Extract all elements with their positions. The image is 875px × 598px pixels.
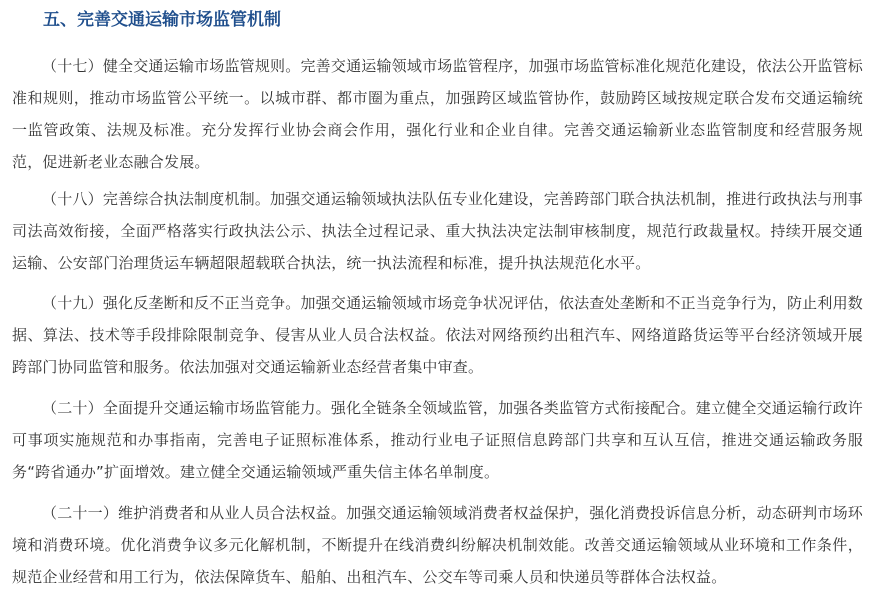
paragraph-17: （十七）健全交通运输市场监管规则。完善交通运输领域市场监管程序，加强市场监管标准化规范化建设，依法公开监管标准和规则，推动市场监管公平统一。以城市群、都市圈为重点，加强跨区域监管协作，鼓励跨区域按规定联合发布交通运输统一监管政策、法规及标准。充分发挥行业协会商会作用，强化行业和企业自律。完善交通运输新业态监管制度和经营服务规范，促进新老业态融合发展。 (12, 57, 863, 171)
section-title: 五、完善交通运输市场监管机制 (43, 10, 281, 30)
paragraph-19: （十九）强化反垄断和反不正当竞争。加强交通运输领域市场竞争状况评估，依法查处垄断和不正当竞争行为，防止利用数据、算法、技术等手段排除限制竞争、侵害从业人员合法权益。依法对网络预约出租汽车、网络道路货运等平台经济领域开展跨部门协同监管和服务。依法加强对交通运输新业态经营者集中审查。 (12, 294, 863, 376)
paragraph-18: （十八）完善综合执法制度机制。加强交通运输领域执法队伍专业化建设，完善跨部门联合执法机制，推进行政执法与刑事司法高效衔接，全面严格落实行政执法公示、执法全过程记录、重大执法决定法制审核制度，规范行政裁量权。持续开展交通运输、公安部门治理货运车辆超限超载联合执法，统一执法流程和标准，提升执法规范化水平。 (12, 190, 863, 272)
paragraph-20: （二十）全面提升交通运输市场监管能力。强化全链条全领域监管，加强各类监管方式衔接配合。建立健全交通运输行政许可事项实施规范和办事指南，完善电子证照标准体系，推动行业电子证照信息跨部门共享和互认互信，推进交通运输政务服务“跨省通办”扩面增效。建立健全交通运输领域严重失信主体名单制度。 (12, 399, 863, 481)
paragraph-21: （二十一）维护消费者和从业人员合法权益。加强交通运输领域消费者权益保护，强化消费投诉信息分析，动态研判市场环境和消费环境。优化消费争议多元化解机制，不断提升在线消费纠纷解决机制效能。改善交通运输领域从业环境和工作条件，规范企业经营和用工行为，依法保障货车、船舶、出租汽车、公交车等司乘人员和快递员等群体合法权益。 (12, 504, 863, 586)
